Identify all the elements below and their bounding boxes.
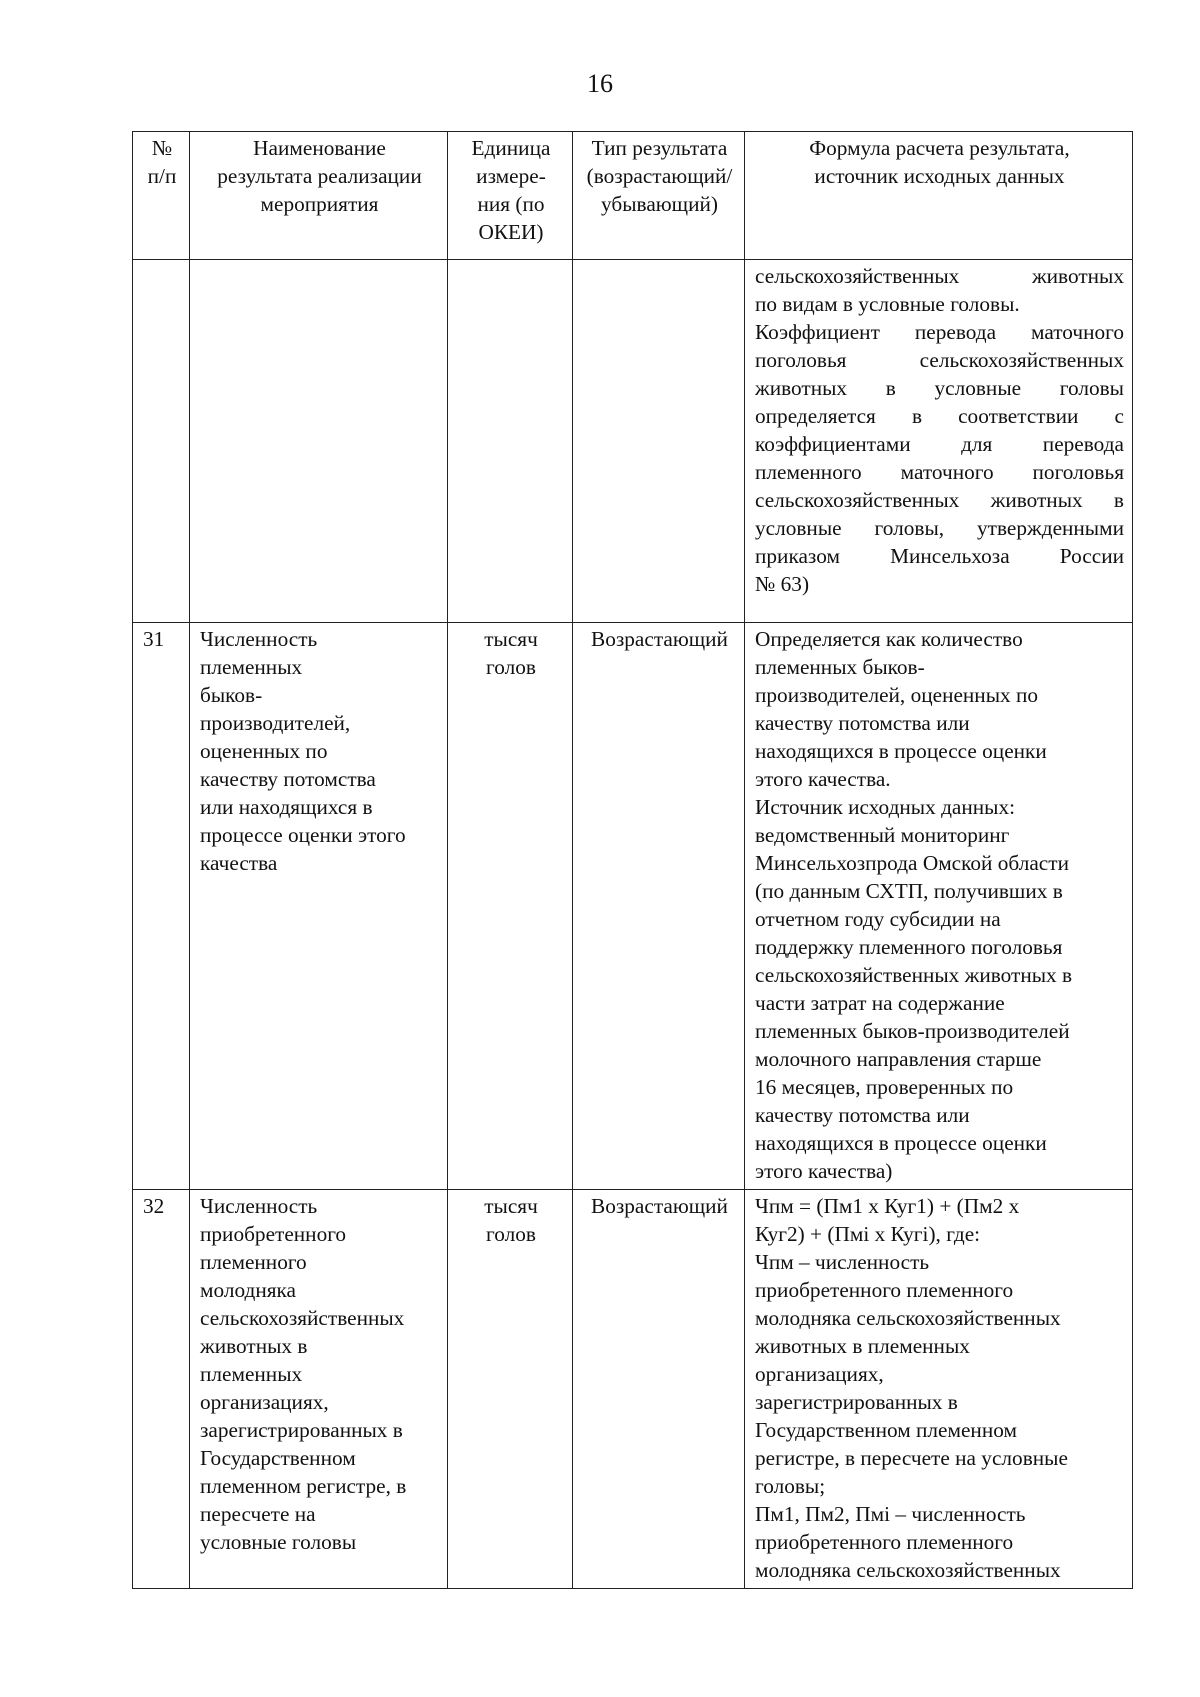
cont-name-cell	[190, 260, 448, 623]
header-num: № п/п	[133, 132, 190, 260]
table-row-31	[133, 623, 1133, 1190]
result-type-cell: Возрастающий	[573, 1190, 745, 1589]
table-row-continuation	[133, 260, 1133, 623]
page-number: 16	[587, 69, 613, 98]
formula-cell: Чпм = (Пм1 х Куг1) + (Пм2 х Куг2) + (Пмi х Кугi), где: Чпм – численность приобретенного племенного молодняка сельскохозяйственных животных в племенных организациях, зарегистрированных в Государственном племенном регистре, в пересчете на условные головы; Пм1, Пм2, Пмi – численность приобретенного племенного молодняка сельскохозяйственных	[745, 1190, 1133, 1589]
cont-formula-cell: сельскохозяйственных животных по видам в условные головы. Коэффициент перевода маточного поголовья сельскохозяйственных животных в условные головы определяется в соответствии с коэффициентами для перевода племенного маточного поголовья сельскохозяйственных животных в условные головы, утвержденными приказом Минсельхоза России № 63)	[745, 260, 1133, 623]
header-unit: Единица измере- ния (по ОКЕИ)	[448, 132, 573, 260]
result-type-cell: Возрастающий	[573, 623, 745, 1190]
header-type: Тип результата (возрастающий/ убывающий)	[573, 132, 745, 260]
cont-unit-cell	[448, 260, 573, 623]
unit-cell: тысяч голов	[448, 1190, 573, 1589]
result-name-cell: Численность племенных быков- производителей, оцененных по качеству потомства или находящихся в процессе оценки этого качества	[190, 623, 448, 1190]
formula-cell: Определяется как количество племенных быков- производителей, оцененных по качеству потомства или находящихся в процессе оценки этого качества. Источник исходных данных: ведомственный мониторинг Минсельхозпрода Омской области (по данным СХТП, получивших в отчетном году субсидии на поддержку племенного поголовья сельскохозяйственных животных в части затрат на содержание племенных быков-производителей молочного направления старше 16 месяцев, проверенных по качеству потомства или находящихся в процессе оценки этого качества)	[745, 623, 1133, 1190]
results-table	[132, 131, 1133, 1589]
header-name: Наименование результата реализации мероприятия	[190, 132, 448, 260]
result-name-cell: Численность приобретенного племенного молодняка сельскохозяйственных животных в племенных организациях, зарегистрированных в Государственном племенном регистре, в пересчете на условные головы	[190, 1190, 448, 1589]
header-formula: Формула расчета результата, источник исходных данных	[745, 132, 1133, 260]
cont-num-cell	[133, 260, 190, 623]
row-number: 31	[133, 623, 190, 1190]
table-header-row	[133, 132, 1133, 260]
unit-cell: тысяч голов	[448, 623, 573, 1190]
cont-type-cell	[573, 260, 745, 623]
table-row-32	[133, 1190, 1133, 1589]
row-number: 32	[133, 1190, 190, 1589]
